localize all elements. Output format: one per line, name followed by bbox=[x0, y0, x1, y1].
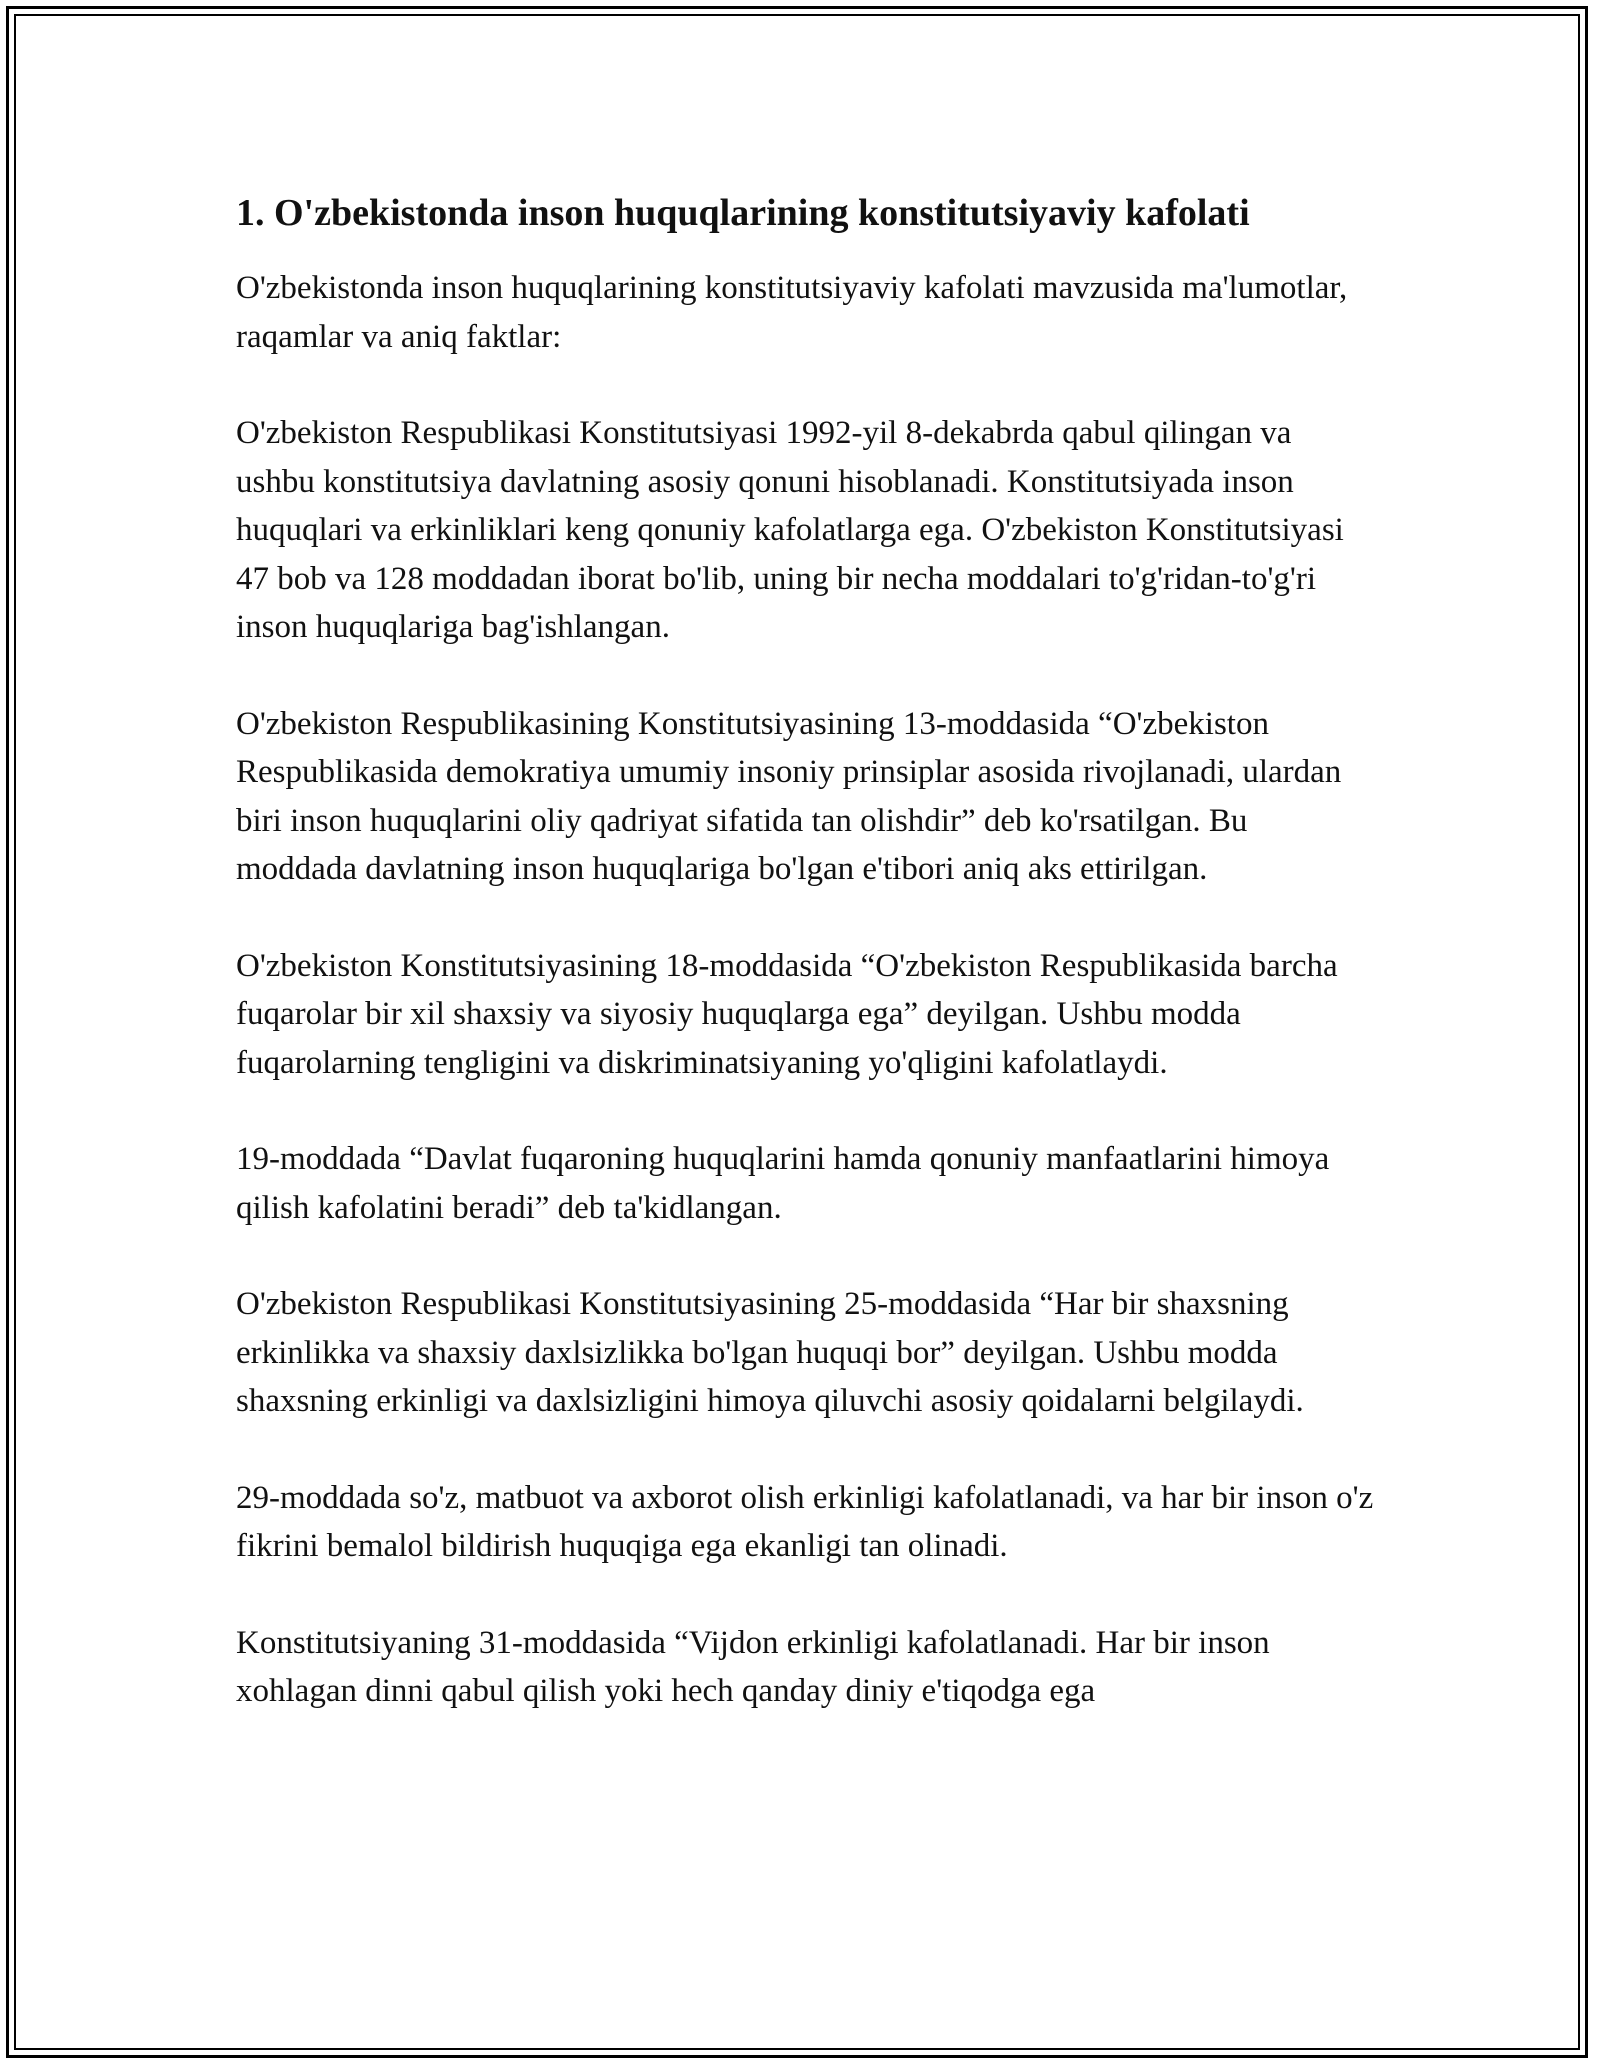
paragraph-article-29: 29-moddada so'z, matbuot va axborot olish erkinligi kafolatlanadi, va har bir inson o'z fikrini bemalol bildirish huquqiga ega ekanligi tan olinadi. bbox=[236, 1479, 1374, 1564]
paragraph-article-25: O'zbekiston Respublikasi Konstitutsiyasining 25-moddasida “Har bir shaxsning erkinlikka va shaxsiy daxlsizlikka bo'lgan huquqi bor” deyilgan. Ushbu modda shaxsning erkinligi va daxlsizligini himoya qiluvchi asosiy qoidalarni belgilaydi. bbox=[236, 1286, 1304, 1419]
paragraph-constitution-overview: O'zbekiston Respublikasi Konstitutsiyasi 1992-yil 8-dekabrda qabul qilingan va ushbu konstitutsiya davlatning asosiy qonuni hisoblanadi. Konstitutsiyada inson huquqlari va erkinliklari keng qonuniy kafolatlarga ega. O'zbekiston Konstitutsiyasi 47 bob va 128 moddadan iborat bo'lib, uning bir necha moddalari to'g'ridan-to'g'ri inson huquqlariga bag'ishlangan. bbox=[236, 415, 1344, 645]
paragraph-article-13: O'zbekiston Respublikasining Konstitutsiyasining 13-moddasida “O'zbekiston Respublikasida demokratiya umumiy insoniy prinsiplar asosida rivojlanadi, ulardan biri inson huquqlarini oliy qadriyat sifatida tan olishdir” deb ko'rsatilgan. Bu moddada davlatning inson huquqlariga bo'lgan e'tibori aniq aks ettirilgan. bbox=[236, 705, 1342, 887]
paragraph-article-19: 19-moddada “Davlat fuqaroning huquqlarini hamda qonuniy manfaatlarini himoya qilish kafolatini beradi” deb ta'kidlangan. bbox=[236, 1141, 1330, 1226]
paragraph-intro: O'zbekistonda inson huquqlarining konstitutsiyaviy kafolati mavzusida ma'lumotlar, raqamlar va aniq faktlar: bbox=[236, 270, 1348, 355]
section-heading: 1. O'zbekistonda inson huquqlarining konstitutsiyaviy kafolati bbox=[236, 192, 1250, 234]
paragraph-article-18: O'zbekiston Konstitutsiyasining 18-moddasida “O'zbekiston Respublikasida barcha fuqarolar bir xil shaxsiy va siyosiy huquqlarga ega” deyilgan. Ushbu modda fuqarolarning tengligini va diskriminatsiyaning yo'qligini kafolatlaydi. bbox=[236, 947, 1338, 1081]
document-body bbox=[236, 184, 1376, 1764]
paragraph-article-31: Konstitutsiyaning 31-moddasida “Vijdon erkinligi kafolatlanadi. Har bir inson xohlagan dinni qabul qilish yoki hech qanday diniy e'tiqodga ega bbox=[236, 1624, 1270, 1709]
